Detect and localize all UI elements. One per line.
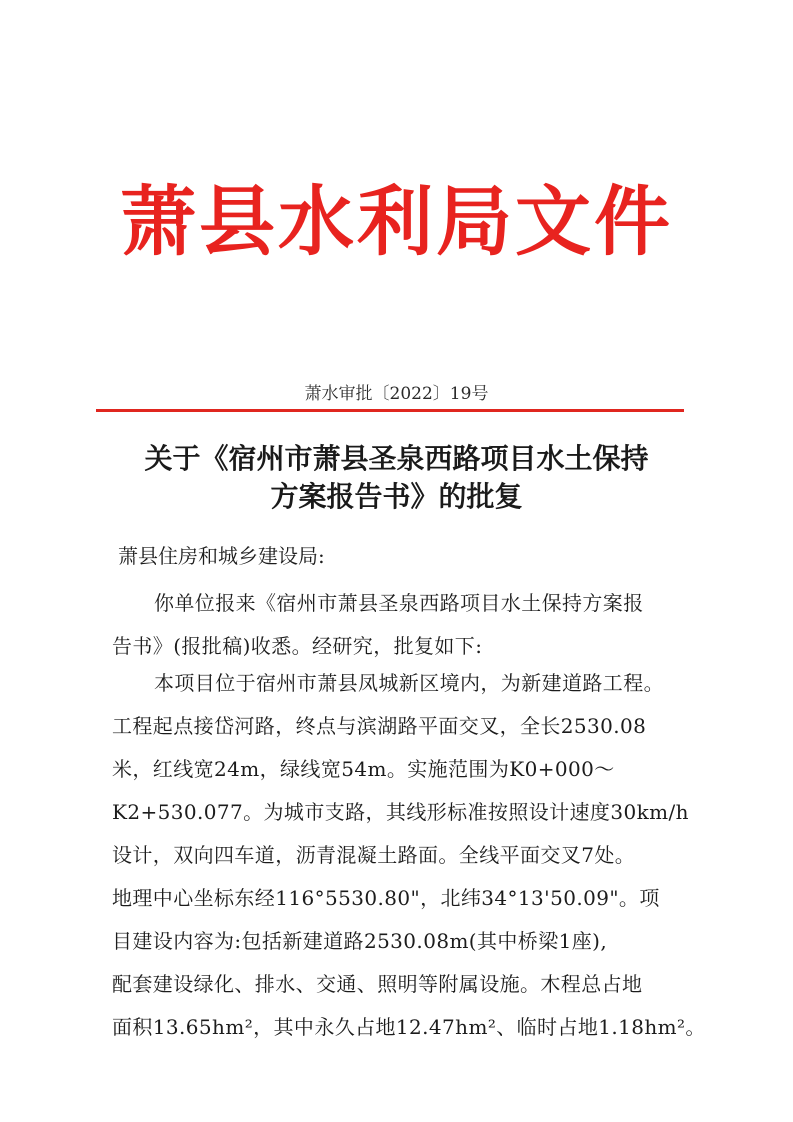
paragraph-line: 设计，双向四车道，沥青混凝土路面。全线平面交叉7处。 xyxy=(112,843,636,867)
paragraph-line: 你单位报来《宿州市萧县圣泉西路项目水土保持方案报 xyxy=(154,591,644,615)
document-title xyxy=(0,440,793,516)
paragraph-line: 本项目位于宿州市萧县凤城新区境内，为新建道路工程。 xyxy=(154,671,664,695)
paragraph-line: 目建设内容为:包括新建道路2530.08m(其中桥梁1座), xyxy=(112,929,608,953)
paragraph-line: 告书》(报批稿)收悉。经研究，批复如下: xyxy=(112,634,483,658)
paragraph-line: 米，红线宽24m，绿线宽54m。实施范围为K0+000～ xyxy=(112,757,615,781)
paragraph-line: 面积13.65hm²，其中永久占地12.47hm²、临时占地1.18hm²。 xyxy=(112,1015,706,1039)
recipient: 萧县住房和城乡建设局: xyxy=(118,544,325,568)
document-title-line-1: 关于《宿州市萧县圣泉西路项目水土保持 xyxy=(144,442,649,475)
paragraph-2 xyxy=(112,662,706,1049)
document-title-line-2: 方案报告书》的批复 xyxy=(270,480,523,513)
paragraph-line: 地理中心坐标东经116°5530.80"，北纬34°13'50.09"。项 xyxy=(112,886,660,910)
paragraph-line: 工程起点接岱河路，终点与滨湖路平面交叉，全长2530.08 xyxy=(112,714,647,738)
red-divider-line xyxy=(96,409,684,412)
paragraph-line: K2+530.077。为城市支路，其线形标准按照设计速度30km/h xyxy=(112,800,689,824)
paragraph-1 xyxy=(112,582,682,668)
paragraph-line: 配套建设绿化、排水、交通、照明等附属设施。木程总占地 xyxy=(112,972,643,996)
document-number: 萧水审批〔2022〕19号 xyxy=(304,384,489,404)
issuer-header-title: 萧县水利局文件 xyxy=(120,177,673,266)
